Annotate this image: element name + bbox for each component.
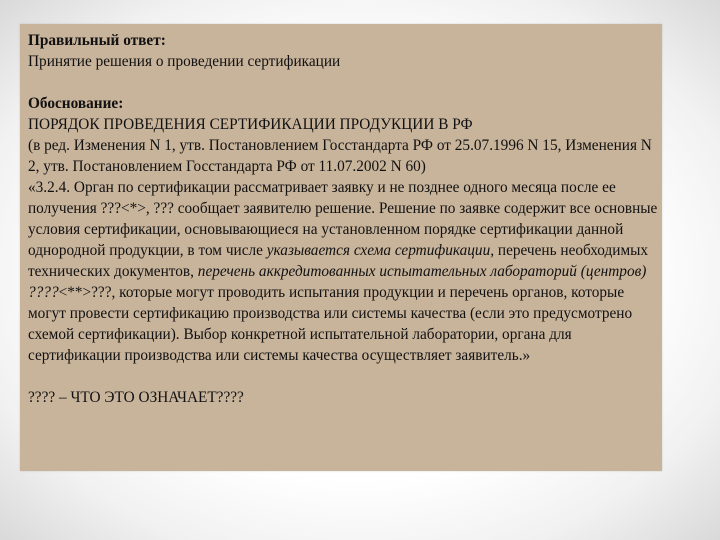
quote-text-1: «3.2.4. Орган по сертификации рассматривает заявку и не позднее одного месяца после ее получения ???<*>, ??? сообщает заявителю решение. Решение по заявке содержит все основные условия сертификации, основывающиеся на установленном порядке сертификации данной однородной продукции, в том числе — [28, 179, 658, 259]
quote-italic-1: указывается схема сертификации, — [266, 242, 495, 259]
document-title: ПОРЯДОК ПРОВЕДЕНИЯ СЕРТИФИКАЦИИ ПРОДУКЦИИ В РФ — [28, 116, 473, 133]
quote-paragraph — [28, 177, 658, 366]
answer-heading: Правильный ответ: — [28, 32, 166, 49]
edition-note: (в ред. Изменения N 1, утв. Постановлением Госстандарта РФ от 25.07.1996 N 15, Изменения N 2, утв. Постановлением Госстандарта РФ от 11.07.2002 N 60) — [28, 137, 652, 175]
justification-heading: Обоснование: — [28, 95, 124, 112]
quote-text-2: перечень необходимых технических документов, — [28, 242, 649, 280]
quote-text-3: <**>???, которые могут проводить испытания продукции и перечень органов, которые могут провести сертификацию производства или системы качества (если это предусмотрено схемой сертификации). Выбор конкретной испытательной лаборатории, органа для сертификации производства или системы качества осуществляет заявитель.» — [28, 284, 633, 364]
slide-content — [28, 30, 658, 408]
quote-italic-2: перечень аккредитованных испытательных лабораторий (центров) ???? — [28, 263, 647, 301]
question-text: ???? – ЧТО ЭТО ОЗНАЧАЕТ???? — [28, 389, 244, 406]
spacer — [28, 366, 658, 387]
answer-text: Принятие решения о проведении сертификации — [28, 53, 341, 70]
spacer — [28, 72, 658, 93]
